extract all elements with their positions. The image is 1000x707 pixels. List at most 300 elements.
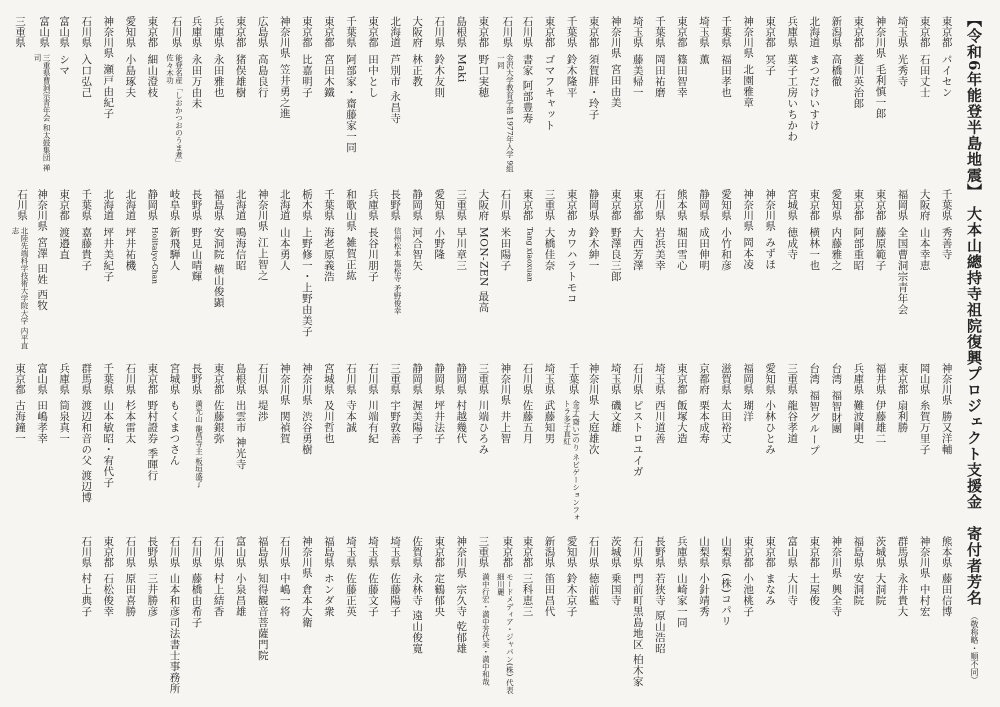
donor-entry bbox=[344, 363, 358, 523]
donor-name: 村上結香 bbox=[212, 573, 225, 618]
donor-entry bbox=[278, 16, 292, 176]
donor-name: 岩浜美幸 bbox=[653, 226, 666, 271]
donor-prefecture: 兵庫県 bbox=[675, 535, 688, 568]
donor-name: 川端有紀 bbox=[367, 400, 379, 445]
donor-name: 金沢大学教育学部 1977年入学 9組一同 bbox=[496, 53, 515, 173]
donor-name: 大庭雄次 bbox=[587, 410, 600, 455]
donor-entry bbox=[719, 189, 733, 349]
donor-name: 堤渉 bbox=[256, 400, 269, 423]
donor-entry bbox=[101, 189, 115, 349]
donor-name: 及川哲也 bbox=[322, 400, 335, 445]
donor-entry bbox=[256, 536, 270, 696]
donor-prefecture: 滋賀県 bbox=[720, 362, 732, 395]
donor-entry bbox=[631, 16, 645, 176]
donor-entry bbox=[653, 363, 667, 523]
donor-name: 山本幸恵 bbox=[918, 226, 931, 271]
donor-column bbox=[210, 16, 228, 696]
donor-prefecture: 和歌山県 bbox=[344, 189, 357, 232]
donor-column bbox=[916, 16, 934, 696]
donor-entry bbox=[300, 536, 314, 696]
donor-prefecture: 石川県 bbox=[80, 535, 93, 568]
donor-name: 上野修一・上野由美子 bbox=[300, 226, 313, 337]
donor-column bbox=[232, 16, 250, 696]
donor-prefecture: 東京都 bbox=[322, 16, 335, 48]
donor-name: 扇利勝 bbox=[896, 400, 909, 434]
donor-prefecture: 福島県 bbox=[852, 535, 865, 568]
donor-name: 野澤良三郎 bbox=[609, 226, 622, 282]
donor-name: 江上智之 bbox=[256, 237, 269, 282]
donor-entry bbox=[697, 16, 711, 176]
donor-name: 満中行宏・満中芳代美・満中和哉 bbox=[481, 573, 491, 686]
donor-name: 渡辺和音の父 渡辺博 bbox=[80, 400, 93, 503]
donor-column bbox=[827, 16, 845, 696]
donor-name: 佐藤文子 bbox=[367, 573, 379, 618]
donor-prefecture: 台湾 bbox=[808, 362, 821, 384]
donor-name: 瀬戸由紀子 bbox=[102, 64, 115, 119]
donor-entry bbox=[763, 536, 777, 696]
donor-name: 難波剛史 bbox=[852, 400, 865, 445]
donor-prefecture: 栃木県 bbox=[300, 189, 313, 221]
donor-entry bbox=[410, 536, 424, 696]
donor-name: 大橋佳奈 bbox=[543, 226, 556, 271]
donor-entry bbox=[587, 189, 601, 349]
donor-name: MON-ZEN 最高 bbox=[477, 226, 490, 313]
donor-entry bbox=[300, 363, 314, 523]
donor-prefecture: 石川県 bbox=[653, 189, 666, 221]
donor-name: 門前町黒島地区 柏木家 bbox=[631, 573, 644, 688]
donor-name: 石田丈士 bbox=[918, 53, 931, 98]
donor-prefecture: 群馬県 bbox=[80, 362, 93, 395]
donor-prefecture: 神奈川県 bbox=[830, 535, 843, 578]
donor-prefecture: 石川県 bbox=[367, 362, 379, 395]
donor-entry bbox=[322, 189, 336, 349]
donor-entry bbox=[851, 189, 865, 349]
donor-entry bbox=[476, 363, 490, 523]
donor-name: 鈴木友則 bbox=[433, 53, 446, 98]
donor-entry bbox=[587, 16, 601, 176]
donor-prefecture: 北海道 bbox=[808, 16, 821, 48]
donor-prefecture: 兵庫県 bbox=[367, 189, 379, 221]
donor-name: 菓子工房いちかわ bbox=[786, 53, 799, 142]
donor-name: 宮田木鐵 bbox=[322, 53, 335, 98]
donor-prefecture: 石川県 bbox=[16, 189, 28, 221]
donor-name: まなみ bbox=[764, 573, 777, 607]
donor-entry bbox=[79, 363, 93, 523]
donor-name: 林正教 bbox=[411, 53, 424, 87]
donor-entry bbox=[123, 16, 137, 176]
donor-prefecture: 新潟県 bbox=[830, 16, 843, 48]
donor-name: 宇野敦善 bbox=[389, 400, 402, 445]
donor-entry bbox=[145, 363, 159, 523]
donor-prefecture: 北海道 bbox=[234, 189, 247, 221]
donor-entry bbox=[609, 16, 623, 176]
donor-prefecture: 熊本県 bbox=[675, 189, 688, 221]
donor-entry bbox=[719, 536, 733, 696]
donor-prefecture: 兵庫県 bbox=[212, 16, 225, 48]
donor-prefecture: 石川県 bbox=[190, 535, 203, 568]
donor-name: 米田陽子 bbox=[499, 226, 512, 271]
donor-entry bbox=[587, 363, 601, 523]
donor-prefecture: 富山県 bbox=[234, 535, 247, 568]
donor-name: 書家 阿部豊寿 bbox=[521, 53, 534, 124]
donor-entry bbox=[918, 189, 932, 349]
donor-prefecture: 三重県 bbox=[477, 362, 490, 395]
donor-name: 阿部重昭 bbox=[852, 226, 865, 271]
donor-prefecture: 神奈川県 bbox=[874, 16, 887, 58]
donor-name: 新飛騨人 bbox=[168, 226, 181, 271]
donor-entry bbox=[873, 189, 887, 349]
donor-entry bbox=[563, 363, 581, 523]
donor-prefecture: 石川県 bbox=[433, 16, 446, 48]
donor-column bbox=[651, 16, 669, 696]
donor-column bbox=[717, 16, 735, 696]
donor-entry bbox=[145, 189, 159, 349]
donor-prefecture: 石川県 bbox=[631, 362, 644, 395]
donor-entry bbox=[57, 16, 71, 176]
donor-entry bbox=[190, 536, 204, 696]
donor-entry bbox=[344, 536, 358, 696]
donor-prefecture: 神奈川県 bbox=[587, 362, 600, 405]
donor-prefecture: 兵庫県 bbox=[190, 16, 203, 48]
donor-entry bbox=[454, 363, 468, 523]
donor-entry bbox=[940, 363, 954, 523]
donor-column bbox=[342, 16, 360, 696]
donor-entry bbox=[609, 536, 623, 696]
donor-name: 栗本成寿 bbox=[697, 400, 710, 445]
donor-entry bbox=[653, 536, 667, 696]
donor-name: 中村宏 bbox=[918, 583, 931, 617]
donor-prefecture: 神奈川県 bbox=[278, 16, 291, 58]
donor-prefecture: 群馬県 bbox=[896, 535, 909, 568]
donor-entry bbox=[13, 16, 27, 176]
donor-entry bbox=[829, 536, 843, 696]
donor-prefecture: 熊本県 bbox=[940, 535, 953, 568]
donor-name: 筒泉真一 bbox=[58, 400, 71, 445]
donor-prefecture: 三重県 bbox=[477, 535, 490, 568]
donor-column bbox=[452, 16, 470, 696]
donor-name: 小野隆 bbox=[433, 226, 446, 260]
donor-column bbox=[320, 16, 338, 696]
donor-name: シマ bbox=[58, 53, 71, 76]
donor-prefecture: 東京都 bbox=[764, 16, 777, 48]
donor-prefecture: 神奈川県 bbox=[102, 16, 115, 58]
donor-name: 菱川英治郎 bbox=[852, 53, 865, 109]
donor-prefecture: 富山県 bbox=[786, 535, 799, 568]
donor-name: 小泉昌雄 bbox=[234, 573, 247, 618]
donor-prefecture: 埼玉県 bbox=[631, 16, 644, 48]
donor-prefecture: 神奈川県 bbox=[278, 362, 291, 405]
donor-entry bbox=[454, 536, 468, 696]
donor-name: 三重県曹洞宗青年会 和太鼓集団 禅司 bbox=[33, 53, 52, 171]
donor-prefecture: 東京都 bbox=[742, 535, 755, 568]
donor-entry bbox=[873, 536, 887, 696]
donor-name: 安洞院 bbox=[852, 573, 865, 607]
donor-prefecture: 石川県 bbox=[499, 189, 512, 221]
donor-entry bbox=[719, 16, 733, 176]
donor-name: 磯文雄 bbox=[609, 400, 622, 434]
donor-name: 山本和彦司法書士事務所 bbox=[168, 573, 181, 695]
donor-prefecture: 埼玉県 bbox=[344, 535, 357, 568]
donor-prefecture: 埼玉県 bbox=[389, 535, 402, 568]
donor-entry bbox=[498, 189, 512, 349]
donor-entry bbox=[167, 189, 181, 349]
donor-prefecture: 福岡県 bbox=[896, 189, 909, 221]
donor-prefecture: 愛知県 bbox=[565, 535, 578, 568]
donor-prefecture: 三重県 bbox=[14, 16, 26, 48]
donor-prefecture: 長野県 bbox=[653, 535, 666, 568]
donor-prefecture: 神奈川県 bbox=[609, 16, 622, 58]
donor-column bbox=[143, 16, 161, 696]
donor-prefecture: 神奈川県 bbox=[300, 535, 313, 578]
donor-name: みずほ bbox=[764, 237, 777, 271]
title-text: 【令和6年能登半島地震】 大本山總持寺祖院復興プロジェクト支援金 寄付者芳名 bbox=[965, 12, 983, 606]
donor-entry bbox=[123, 363, 137, 523]
donor-entry bbox=[212, 189, 226, 349]
donor-name: 井上智 bbox=[499, 410, 512, 444]
donor-entry bbox=[873, 16, 887, 176]
donor-entry bbox=[167, 536, 181, 696]
donor-prefecture: 新潟県 bbox=[543, 535, 556, 568]
donor-prefecture: 宮城県 bbox=[168, 362, 181, 395]
donor-prefecture: 神奈川県 bbox=[455, 535, 468, 578]
donor-name: 能登名産「しおかつおのうま煮」佐々木功 bbox=[165, 53, 184, 166]
donor-name: ゴマフキャット bbox=[543, 53, 556, 131]
donor-column bbox=[11, 16, 29, 696]
donor-entry bbox=[785, 189, 799, 349]
donor-entry bbox=[123, 536, 137, 696]
donor-entry bbox=[388, 363, 402, 523]
donor-entry bbox=[763, 363, 777, 523]
donor-column bbox=[99, 16, 117, 696]
donor-column bbox=[805, 16, 823, 696]
donor-entry bbox=[807, 16, 821, 176]
donor-prefecture: 神奈川県 bbox=[256, 189, 269, 232]
donor-name: 武藤知男 bbox=[543, 400, 556, 445]
donor-entry bbox=[697, 536, 711, 696]
donor-entry bbox=[543, 363, 557, 523]
donor-prefecture: 茨城県 bbox=[609, 535, 622, 568]
donor-entry bbox=[609, 363, 623, 523]
donor-name: 秀善寺 bbox=[940, 226, 953, 260]
donor-prefecture: 東京都 bbox=[808, 189, 821, 221]
donor-prefecture: 東京都 bbox=[852, 189, 865, 221]
donor-entry bbox=[101, 536, 115, 696]
donor-entry bbox=[675, 536, 689, 696]
title-note: （敬称略・順不同） bbox=[970, 611, 979, 684]
donor-entry bbox=[940, 189, 954, 349]
donor-entry bbox=[35, 189, 49, 349]
donor-prefecture: 東京都 bbox=[764, 535, 777, 568]
donor-column bbox=[430, 16, 448, 696]
donor-name: 大川寺 bbox=[786, 573, 799, 607]
donor-entry bbox=[520, 536, 534, 696]
donor-name: 藤田信博 bbox=[940, 573, 953, 618]
donor-prefecture: 埼玉県 bbox=[367, 535, 379, 568]
donor-name: 知得観音菩薩門院 bbox=[256, 573, 269, 662]
donor-column bbox=[673, 16, 691, 696]
donor-prefecture: 三重県 bbox=[786, 362, 799, 395]
donor-name: 渡邉直 bbox=[58, 226, 71, 260]
donor-prefecture: 石川県 bbox=[521, 362, 534, 395]
donor-name: カワハラトモコ bbox=[565, 226, 578, 304]
donor-name: 福智財團 bbox=[830, 389, 843, 434]
donor-prefecture: 茨城県 bbox=[874, 535, 887, 568]
donor-name: 鈴木京子 bbox=[565, 573, 578, 618]
donor-name: 乗国寺 bbox=[609, 573, 622, 607]
donor-prefecture: 神奈川県 bbox=[300, 362, 313, 405]
donor-entry bbox=[234, 189, 248, 349]
donor-prefecture: 東京都 bbox=[896, 362, 909, 395]
donor-column bbox=[386, 16, 404, 696]
donor-name: 伊藤雄二 bbox=[874, 400, 887, 445]
donor-entry bbox=[829, 16, 843, 176]
donor-prefecture: 三重県 bbox=[455, 189, 468, 221]
donor-name: 小竹和彦 bbox=[720, 226, 732, 271]
donor-entry bbox=[366, 16, 380, 176]
donor-prefecture: 東京都 bbox=[609, 189, 622, 221]
donor-entry bbox=[587, 536, 601, 696]
donor-entry bbox=[79, 16, 93, 176]
donor-column bbox=[33, 16, 51, 696]
donor-prefecture: 神奈川県 bbox=[36, 189, 49, 232]
donor-prefecture: 宮城県 bbox=[322, 362, 335, 395]
donor-name: 堀田雪心 bbox=[675, 226, 688, 271]
donor-name: Holitaiyo-Chan bbox=[150, 226, 160, 284]
donor-columns bbox=[11, 16, 956, 696]
donor-prefecture: 愛知県 bbox=[124, 16, 137, 48]
donor-prefecture: 神奈川県 bbox=[742, 16, 755, 58]
donor-prefecture: 山梨県 bbox=[720, 535, 732, 568]
donor-column bbox=[254, 16, 272, 696]
donor-entry bbox=[432, 189, 446, 349]
donor-name: 海老原義浩 bbox=[322, 226, 335, 282]
donor-column bbox=[408, 16, 426, 696]
donor-prefecture: 千葉県 bbox=[102, 362, 115, 395]
donor-entry bbox=[366, 536, 380, 696]
donor-prefecture: 佐賀県 bbox=[411, 535, 424, 568]
donor-prefecture: 東京都 bbox=[918, 16, 931, 48]
donor-prefecture: 京都府 bbox=[697, 362, 710, 395]
donor-entry bbox=[234, 536, 248, 696]
donor-entry bbox=[212, 16, 226, 176]
donor-entry bbox=[918, 536, 932, 696]
donor-prefecture: 東京都 bbox=[477, 16, 490, 48]
donor-entry bbox=[145, 16, 159, 176]
donor-prefecture: 石川県 bbox=[256, 362, 269, 395]
donor-prefecture: 石川県 bbox=[587, 535, 600, 568]
donor-entry bbox=[896, 363, 910, 523]
donor-entry bbox=[234, 363, 248, 523]
donor-prefecture: 東京都 bbox=[521, 189, 534, 221]
donor-entry bbox=[763, 189, 777, 349]
donor-name: 安洞院 横山俊顕 bbox=[212, 226, 225, 308]
donor-prefecture: 台湾 bbox=[830, 362, 843, 384]
donor-entry bbox=[631, 536, 645, 696]
donor-column bbox=[298, 16, 316, 696]
donor-entry bbox=[454, 16, 468, 176]
donor-entry bbox=[609, 189, 623, 349]
donor-entry bbox=[366, 189, 380, 349]
donor-entry bbox=[940, 536, 954, 696]
donor-name: 高島良行 bbox=[256, 53, 269, 98]
donor-column bbox=[474, 16, 492, 696]
donor-prefecture: 東京都 bbox=[433, 535, 446, 568]
donor-name: 光秀寺 bbox=[896, 53, 909, 87]
donor-name: 渋谷勇樹 bbox=[300, 410, 313, 455]
donor-prefecture: 東京都 bbox=[587, 16, 600, 48]
donor-prefecture: 兵庫県 bbox=[852, 362, 865, 395]
donor-entry bbox=[300, 189, 314, 349]
donor-entry bbox=[344, 16, 358, 176]
donor-name: まつだけいすけ bbox=[808, 53, 821, 131]
donor-entry bbox=[785, 16, 799, 176]
donor-name: 宮澤 田姓 西牧 bbox=[36, 237, 49, 312]
donor-prefecture: 北海道 bbox=[389, 16, 402, 48]
donor-column bbox=[541, 16, 559, 696]
donor-column bbox=[188, 16, 206, 696]
donor-name: 永井貴大 bbox=[896, 573, 909, 618]
donor-name: パイセン bbox=[940, 53, 953, 98]
donor-name: 福智グループ bbox=[808, 389, 821, 456]
donor-column bbox=[894, 16, 912, 696]
donor-prefecture: 千葉県 bbox=[940, 189, 953, 221]
donor-prefecture: 福井県 bbox=[874, 362, 887, 395]
donor-entry bbox=[896, 16, 910, 176]
donor-name: 比嘉明子 bbox=[300, 53, 313, 98]
donor-name: 成田伸明 bbox=[697, 226, 710, 271]
donor-column bbox=[871, 16, 889, 696]
donor-name: 須賀胖・玲子 bbox=[587, 53, 600, 120]
donor-entry bbox=[432, 16, 446, 176]
donor-prefecture: 大阪府 bbox=[918, 189, 931, 221]
donor-name: 芦別市 永昌寺 bbox=[389, 53, 402, 124]
donor-entry bbox=[829, 363, 843, 523]
donor-column bbox=[629, 16, 647, 696]
donor-entry bbox=[741, 189, 755, 349]
donor-prefecture: 石川県 bbox=[212, 535, 225, 568]
donor-entry bbox=[565, 536, 579, 696]
donor-entry bbox=[190, 363, 204, 523]
donor-name: 徳前藍 bbox=[587, 573, 600, 607]
donor-entry bbox=[653, 16, 667, 176]
donor-name: 徳成寺 bbox=[786, 226, 799, 260]
donor-column bbox=[585, 16, 603, 696]
donor-prefecture: 愛知県 bbox=[720, 189, 732, 221]
donor-prefecture: 埼玉県 bbox=[543, 362, 556, 395]
donor-name: 永田雅也 bbox=[212, 53, 225, 98]
donor-name: 満光山 龍昌寺主 板垣盛了 bbox=[194, 400, 204, 488]
donor-entry bbox=[101, 363, 115, 523]
donor-name: 大洞院 bbox=[874, 573, 887, 607]
donor-entry bbox=[322, 363, 336, 523]
donor-entry bbox=[145, 536, 159, 696]
donor-prefecture: 東京都 bbox=[58, 189, 71, 221]
donor-entry bbox=[543, 189, 557, 349]
donor-name: もくまつさん bbox=[168, 400, 181, 467]
donor-name: 大西芳澤 bbox=[631, 226, 644, 271]
donor-name: 川端ひろみ bbox=[477, 400, 490, 456]
donor-entry bbox=[918, 16, 932, 176]
donor-prefecture: 長野県 bbox=[389, 189, 402, 221]
donor-name: 坪井祐機 bbox=[124, 226, 137, 271]
donor-prefecture: 静岡県 bbox=[697, 189, 710, 221]
donor-name: 冥子 bbox=[764, 53, 777, 76]
donor-prefecture: 静岡県 bbox=[433, 362, 446, 395]
donor-column bbox=[849, 16, 867, 696]
donor-prefecture: 大阪府 bbox=[411, 16, 424, 48]
donor-name: 飯塚大造 bbox=[675, 400, 688, 445]
donor-prefecture: 石川県 bbox=[124, 535, 137, 568]
